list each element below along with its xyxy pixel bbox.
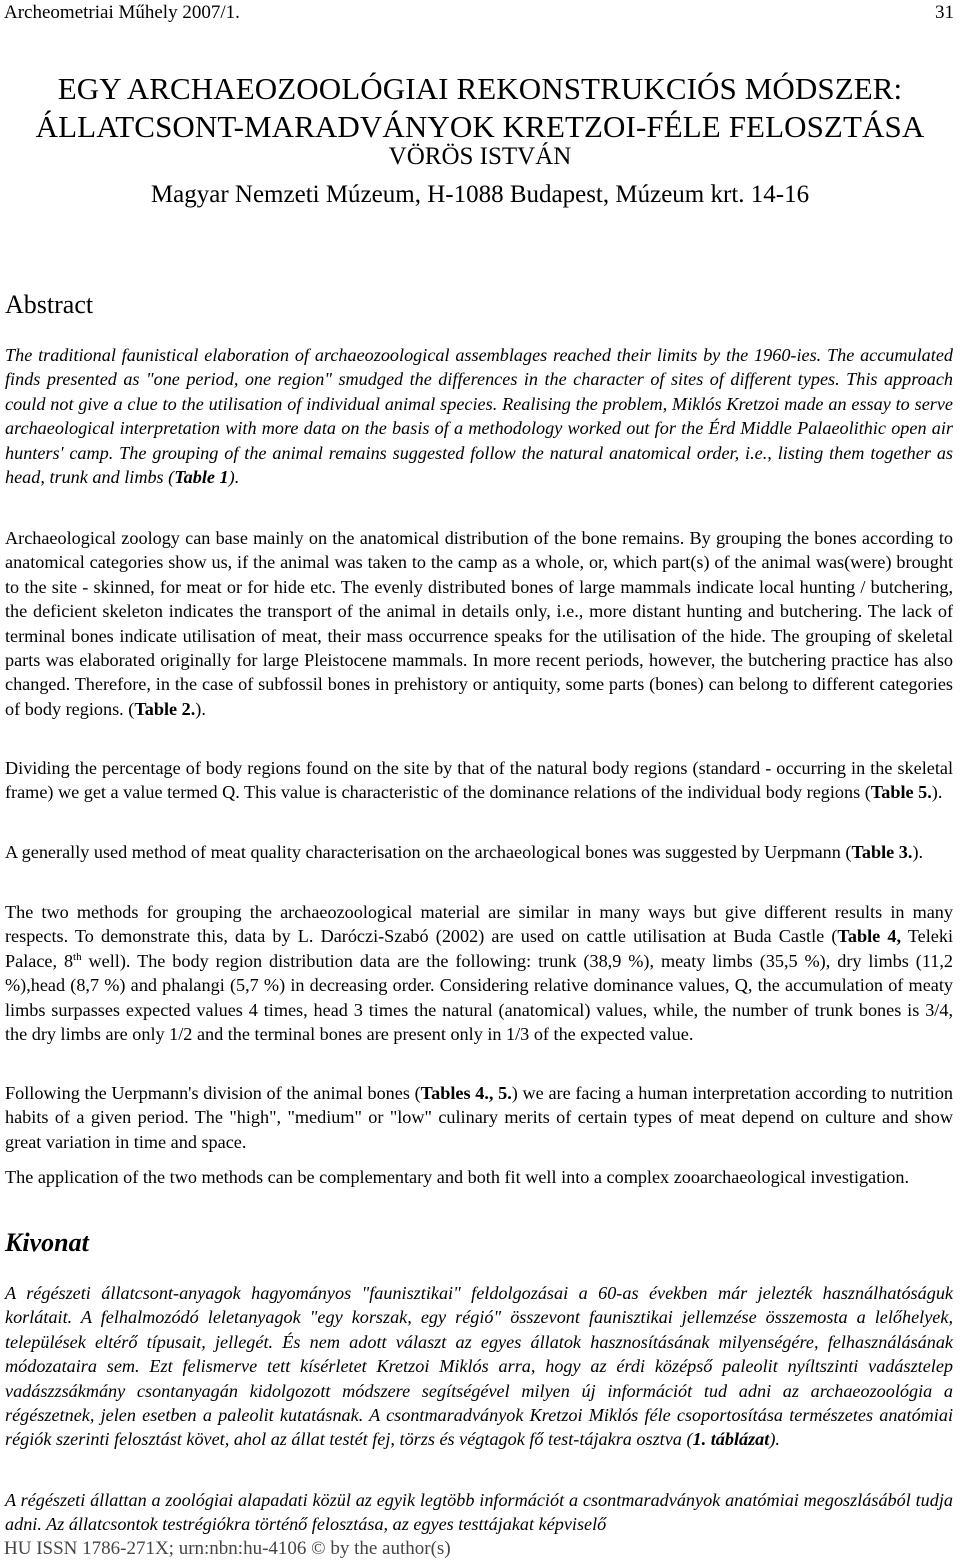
- issn-footer: HU ISSN 1786-271X; urn:nbn:hu-4106 © by the author(s): [4, 1538, 457, 1560]
- abstract-p1-end: ).: [228, 467, 240, 488]
- abstract-paragraph-7: The application of the two methods can be complementary and both fit well into a complex zooarchaeological investigation.: [5, 1167, 910, 1187]
- abstract-p4-end: ).: [912, 842, 924, 862]
- table-5-reference: Table 5.: [870, 782, 932, 803]
- abstract-paragraph-4: [5, 840, 953, 864]
- kivonat-p1-end: ).: [769, 1429, 780, 1450]
- abstract-p5-text-b: Teleki Palace, 8: [5, 926, 953, 971]
- abstract-p5-text-a: The two methods for grouping the archaeozoological material are similar in many ways but give different results in many respects. To demonstrate this, data by L. Daróczi-Szabó (2002) are used on cattle utilisation at Buda Castle (: [5, 902, 953, 947]
- kivonat-p1-text: A régészeti állatcsont-anyagok hagyományos "faunisztikai" feldolgozásai a 60-as években már jelezték használhatóságuk korlátait. A felhalmozódó leletanyagok "egy korszak, egy régió" összevont faunisztikai jellemzése összemosta a lelőhelyek, települések eltérő típusait, jellegét. És nem adott választ az egyes állatok hasznosításának milyenségére, felhasználásának módozataira sem. Ezt felismerve tett kísérletet Kretzoi Miklós arra, hogy az érdi középső paleolit nyíltszinti vadásztelep vadászzsákmány csontanyagán kidolgozott módszere segítségével milyen új információt tud adni az archaeozoológia a régészetnek, jelen esetben a paleolit kutatásnak. A csontmaradványok Kretzoi Miklós féle csoportosítása természetes anatómiai régiók szerinti felosztást követ, ahol az állat testét fej, törzs és végtagok fő test-tájakra osztva (: [5, 1283, 953, 1450]
- abstract-p2-text: Archaeological zoology can base mainly on the anatomical distribution of the bone remains. By grouping the bones according to anatomical categories show us, if the animal was taken to the camp as a whole, or, which part(s) of the animal was(were) brought to the site - skinned, for meat or for hide etc. The evenly distributed bones of large mammals indicate local hunting / butchering, the deficient skeleton indicates the transport of the animal in details only, i.e., more distant hunting and butchering. The lack of terminal bones indicate utilisation of meat, their mass occurrence speaks for the utilisation of the hide. The grouping of skeletal parts was elaborated originally for large Pleistocene mammals. In more recent periods, however, the butchering practice has also changed. Therefore, in the case of subfossil bones in prehistory or antiquity, some parts (bones) can belong to different categories of body regions. (: [5, 528, 953, 719]
- ordinal-superscript: th: [73, 950, 82, 963]
- abstract-heading: Abstract: [5, 290, 94, 319]
- table-4-reference: Table 4,: [837, 926, 901, 947]
- abstract-p4-text: A generally used method of meat quality characterisation on the archaeological bones was suggested by Uerpmann (: [5, 842, 852, 862]
- title-line-1: EGY ARCHAEOZOOLÓGIAI REKONSTRUKCIÓS MÓDSZER:: [57, 71, 903, 106]
- abstract-p5-text-c: well). The body region distribution data are the following: trunk (38,9 %), meaty limbs (35,5 %), dry limbs (11,2 %),head (8,7 %) and phalangi (5,7 %) in decreasing order. Considering relative dominance values, Q, the accumulation of meaty limbs surpasses expected values 4 times, head 3 times the natural (anatomical) values, while, the number of trunk bones is 3/4, the dry limbs are only 1/2 and the terminal bones are present only in 1/3 of the expected value.: [5, 950, 953, 1045]
- abstract-paragraph-2: [5, 526, 953, 721]
- abstract-paragraph-3: [5, 756, 953, 805]
- tablazat-1-reference: 1. táblázat: [692, 1429, 770, 1450]
- table-1-reference: Table 1: [174, 467, 229, 488]
- tables-4-5-reference: Tables 4., 5.: [420, 1083, 512, 1103]
- abstract-paragraph-1: [5, 343, 953, 489]
- author-affiliation: Magyar Nemzeti Múzeum, H-1088 Budapest, Múzeum krt. 14-16: [150, 181, 810, 208]
- abstract-p2-end: ).: [195, 698, 206, 719]
- table-3-reference: Table 3.: [851, 842, 913, 862]
- abstract-paragraph-5: [5, 900, 953, 1046]
- author-name: VÖRÖS ISTVÁN: [388, 143, 572, 170]
- abstract-paragraph-6: [5, 1081, 953, 1154]
- abstract-p6-text-b: ) we are facing a human interpretation according to nutrition habits of a given period. The "high", "medium" or "low" culinary merits of certain types of meat depend on culture and show great variation in time and space.: [5, 1083, 954, 1152]
- abstract-p1-text: The traditional faunistical elaboration of archaeozoological assemblages reached their limits by the 1960-ies. The accumulated finds presented as "one period, one region" smudged the differences in the character of sites of different types. This approach could not give a clue to the utilisation of individual animal species. Realising the problem, Miklós Kretzoi made an essay to serve archaeological interpretation with more data on the basis of a methodology worked out for the Érd Middle Palaeolithic open air hunters' camp. The grouping of the animal remains suggested follow the natural anatomical order, i.e., listing them together as head, trunk and limbs (: [5, 345, 953, 488]
- table-2-reference: Table 2.: [134, 698, 196, 719]
- paper-title: [0, 70, 960, 146]
- running-header: [4, 2, 954, 26]
- kivonat-paragraph-1: [5, 1281, 953, 1452]
- abstract-p6-text-a: Following the Uerpmann's division of the animal bones (: [5, 1083, 421, 1103]
- title-line-2: ÁLLATCSONT-MARADVÁNYOK KRETZOI-FÉLE FELOSZTÁSA: [35, 109, 925, 144]
- kivonat-paragraph-2: A régészeti állattan a zoológiai alapadati közül az egyik legtöbb információt a csontmaradványok anatómiai megoszlásából tudja adni. Az állatcsontok testrégiókra történő felosztása, az egyes testtájakat képviselő: [5, 1490, 953, 1535]
- page-number: 31: [935, 2, 954, 23]
- abstract-p3-text: Dividing the percentage of body regions found on the site by that of the natural body regions (standard - occurring in the skeletal frame) we get a value termed Q. This value is characteristic of the dominance relations of the individual body regions (: [5, 758, 953, 803]
- journal-name: Archeometriai Műhely 2007/1.: [4, 2, 240, 23]
- abstract-p3-end: ).: [931, 782, 943, 803]
- kivonat-heading: Kivonat: [5, 1228, 89, 1257]
